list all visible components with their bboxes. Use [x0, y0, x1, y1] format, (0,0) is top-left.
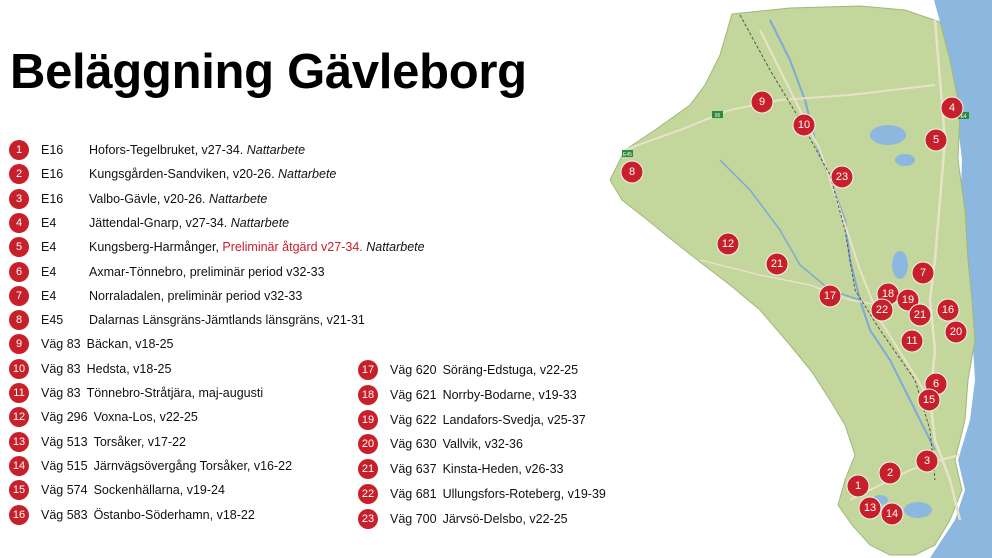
item-night-work-note: Nattarbete — [230, 215, 290, 230]
map-marker-label: 20 — [949, 326, 963, 338]
lake — [892, 251, 908, 279]
map-marker-label: 10 — [797, 119, 811, 131]
item-road: Väg 83 — [41, 337, 81, 352]
map-marker-11 — [901, 330, 923, 352]
map-marker-label: 11 — [906, 335, 918, 347]
item-description: Norrby-Bodarne, v19-33 — [442, 387, 577, 402]
item-number-badge: 7 — [9, 286, 29, 306]
map-background — [610, 0, 992, 558]
map-marker-label: 17 — [823, 290, 837, 302]
road-shield-95: 95 — [714, 113, 721, 119]
map-marker-8 — [621, 161, 643, 183]
map-marker-label: 13 — [863, 502, 877, 514]
road-shield-e45: E45 — [623, 152, 632, 158]
map-marker-label: 18 — [881, 288, 895, 300]
lake — [904, 502, 932, 518]
item-description: Kungsgården-Sandviken, v20-26. — [89, 167, 279, 182]
item-road: E16 — [41, 167, 64, 182]
item-description: Järnvägsövergång Torsåker, v16-22 — [93, 458, 293, 473]
item-road: E45 — [41, 313, 64, 328]
item-description: Vallvik, v32-36 — [442, 437, 523, 452]
map-marker-label: 8 — [628, 166, 636, 178]
item-number-badge: 4 — [9, 213, 29, 233]
item-road: E4 — [41, 240, 57, 255]
item-description: Tönnebro-Stråtjära, maj-augusti — [86, 386, 264, 400]
item-road: E4 — [41, 264, 57, 279]
map-marker-12 — [717, 233, 739, 255]
item-description: Jättendal-Gnarp, v27-34. — [89, 215, 231, 230]
item-description: Norraladalen, preliminär period v32-33 — [89, 288, 303, 303]
map-marker-17 — [819, 285, 841, 307]
map-marker-21 — [766, 253, 788, 275]
map-marker-label: 6 — [932, 378, 940, 390]
map-marker-label: 5 — [932, 134, 940, 146]
item-number-badge: 12 — [9, 407, 29, 427]
item-number-badge: 13 — [9, 432, 29, 452]
map-marker-13 — [859, 497, 881, 519]
map-marker-label: 16 — [941, 304, 955, 316]
map-marker-7 — [912, 262, 934, 284]
map-marker-label: 9 — [758, 96, 766, 108]
item-number-badge: 15 — [9, 480, 29, 500]
item-description: Hofors-Tegelbruket, v27-34. — [89, 143, 247, 157]
item-number-badge: 17 — [358, 360, 378, 380]
item-description: Dalarnas Länsgräns-Jämtlands länsgräns, v21-31 — [89, 313, 365, 328]
map-marker-label: 12 — [721, 238, 735, 250]
map-marker-9 — [751, 91, 773, 113]
map-marker-10 — [793, 114, 815, 136]
item-number-badge: 5 — [9, 237, 29, 257]
map-marker-1 — [847, 475, 869, 497]
item-number-badge: 19 — [358, 410, 378, 430]
map-marker-label: 23 — [835, 171, 849, 183]
map-marker-label: 21 — [770, 258, 784, 270]
item-road: E4 — [41, 215, 57, 230]
item-number-badge: 8 — [9, 310, 29, 330]
item-road: Väg 574 — [41, 483, 88, 498]
map-marker-3 — [916, 450, 938, 472]
item-number-badge: 21 — [358, 459, 378, 479]
item-number-badge: 16 — [9, 505, 29, 525]
item-description: Axmar-Tönnebro, preliminär period v32-33 — [89, 264, 325, 279]
item-road: Väg 637 — [390, 462, 437, 477]
item-description: Kinsta-Heden, v26-33 — [442, 462, 564, 477]
item-road: Väg 83 — [41, 361, 81, 376]
map-marker-4 — [941, 97, 963, 119]
item-road: E4 — [41, 288, 57, 303]
item-number-badge: 23 — [358, 509, 378, 529]
item-road: Väg 621 — [390, 387, 437, 402]
item-number-badge: 2 — [9, 164, 29, 184]
map-marker-label: 1 — [854, 480, 862, 492]
item-road: E16 — [41, 191, 64, 206]
item-road: Väg 681 — [390, 487, 437, 501]
map-marker-label: 3 — [923, 455, 931, 467]
item-description: Sockenhällarna, v19-24 — [93, 483, 225, 498]
map-marker-21 — [909, 304, 931, 326]
map-marker-label: 22 — [875, 304, 889, 316]
lake — [870, 125, 906, 145]
map-marker-label: 14 — [885, 508, 899, 520]
map-marker-23 — [831, 166, 853, 188]
item-road: Väg 83 — [41, 386, 81, 400]
map-marker-5 — [925, 129, 947, 151]
item-road: Väg 513 — [41, 434, 88, 449]
lake — [895, 154, 915, 166]
item-description: Voxna-Los, v22-25 — [93, 410, 198, 425]
road-shield-e4: E4 — [960, 114, 967, 120]
item-description: Valbo-Gävle, v20-26. — [89, 191, 209, 206]
item-night-work-note: Nattarbete — [246, 143, 306, 157]
item-number-badge: 1 — [9, 140, 29, 160]
map-marker-label: 19 — [901, 294, 915, 306]
item-description: Söräng-Edstuga, v22-25 — [442, 363, 579, 377]
item-number-badge: 20 — [358, 434, 378, 454]
map-marker-label: 21 — [913, 309, 927, 321]
item-number-badge: 9 — [9, 334, 29, 354]
item-number-badge: 22 — [358, 484, 378, 504]
item-number-badge: 11 — [9, 383, 29, 403]
item-number-badge: 10 — [9, 359, 29, 379]
item-description: Bäckan, v18-25 — [86, 337, 174, 352]
map-marker-22 — [871, 299, 893, 321]
item-description: Kungsberg-Harmånger, — [89, 240, 223, 255]
item-description: Hedsta, v18-25 — [86, 361, 172, 376]
item-description: Torsåker, v17-22 — [93, 434, 186, 449]
item-road: E16 — [41, 143, 64, 157]
item-number-badge: 14 — [9, 456, 29, 476]
map-marker-label: 4 — [948, 102, 956, 114]
item-description: Ullungsfors-Roteberg, v19-39 — [442, 487, 606, 501]
item-road: Väg 700 — [390, 511, 437, 526]
item-road: Väg 583 — [41, 507, 88, 522]
item-road: Väg 620 — [390, 363, 437, 377]
item-number-badge: 6 — [9, 262, 29, 282]
item-night-work-note: Nattarbete — [278, 167, 337, 182]
item-preliminary-note: Preliminär åtgärd v27-34. — [222, 240, 367, 255]
item-number-badge: 3 — [9, 189, 29, 209]
map-marker-2 — [879, 462, 901, 484]
map-marker-label: 2 — [886, 467, 894, 479]
page-title: Beläggning Gävleborg — [10, 45, 527, 99]
map-marker-15 — [918, 389, 940, 411]
item-road: Väg 622 — [390, 412, 437, 427]
item-road: Väg 630 — [390, 437, 437, 452]
map-marker-14 — [881, 503, 903, 525]
item-number-badge: 18 — [358, 385, 378, 405]
map-marker-20 — [945, 321, 967, 343]
map-marker-label: 15 — [922, 394, 936, 406]
item-description: Östanbo-Söderhamn, v18-22 — [93, 507, 255, 522]
item-description: Järvsö-Delsbo, v22-25 — [442, 511, 568, 526]
item-road: Väg 296 — [41, 410, 88, 425]
item-road: Väg 515 — [41, 458, 88, 473]
map-marker-label: 7 — [919, 267, 927, 279]
item-night-work-note: Nattarbete — [366, 240, 425, 255]
map-marker-16 — [937, 299, 959, 321]
item-night-work-note: Nattarbete — [208, 191, 268, 206]
item-description: Landafors-Svedja, v25-37 — [442, 412, 586, 427]
